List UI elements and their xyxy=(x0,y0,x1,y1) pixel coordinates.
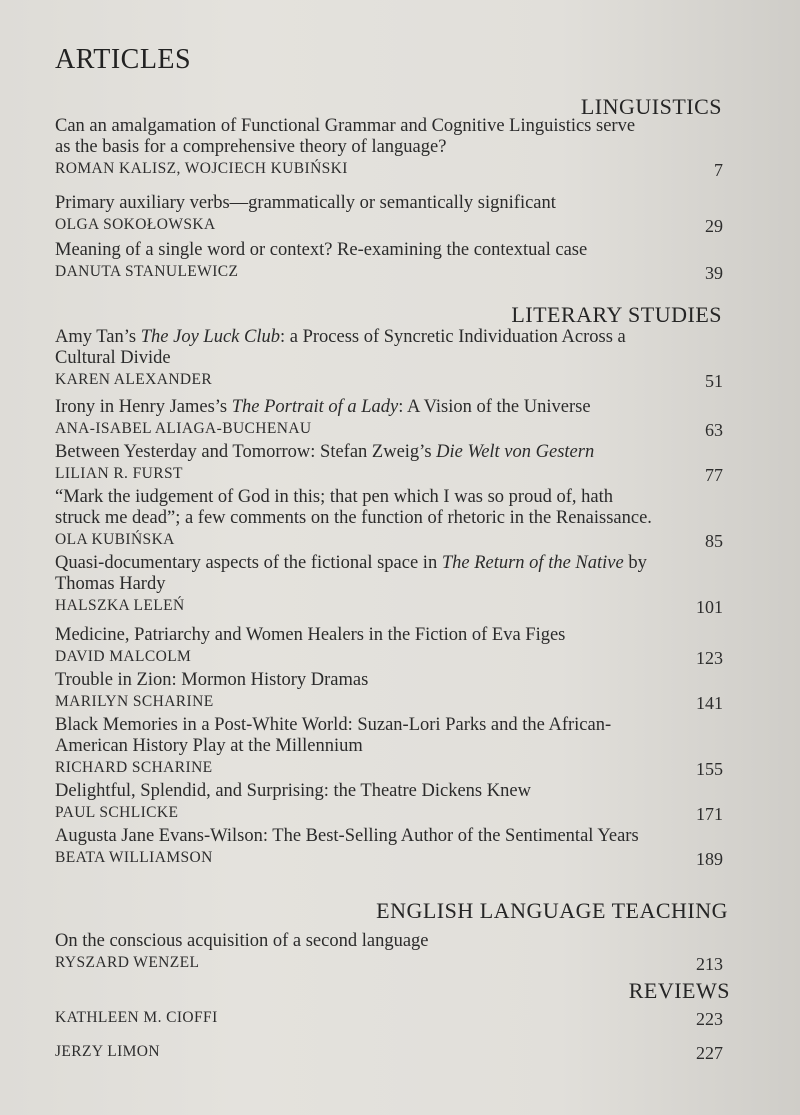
toc-entry xyxy=(55,553,723,618)
entry-page-number: 171 xyxy=(696,804,723,824)
review-entry xyxy=(55,1007,723,1030)
entry-title: Primary auxiliary verbs—grammatically or semantically significant xyxy=(55,193,556,213)
entry-title: Can an amalgamation of Functional Grammar and Cognitive Linguistics serve as the basis for a comprehensive theory of language? xyxy=(55,116,636,157)
section-english-language-teaching: ENGLISH LANGUAGE TEACHING xyxy=(376,898,728,923)
toc-entry xyxy=(55,826,723,870)
entry-page-number: 155 xyxy=(696,759,723,779)
entry-page-number: 141 xyxy=(696,693,723,713)
entry-page-number: 77 xyxy=(705,465,723,485)
page-heading: ARTICLES xyxy=(55,44,192,75)
entry-author: RYSZARD WENZEL xyxy=(55,954,200,971)
entry-title: Meaning of a single word or context? Re-examining the contextual case xyxy=(55,240,588,260)
review-entry xyxy=(55,1041,723,1064)
toc-entry xyxy=(55,240,723,284)
toc-entry xyxy=(55,781,723,825)
entry-author: JERZY LIMON xyxy=(55,1043,160,1060)
toc-entry xyxy=(55,931,723,975)
toc-entry xyxy=(55,397,723,441)
section-literary-studies: LITERARY STUDIES xyxy=(511,302,722,327)
entry-page-number: 223 xyxy=(696,1009,723,1029)
entry-title: Trouble in Zion: Mormon History Dramas xyxy=(55,670,369,690)
entry-page-number: 227 xyxy=(696,1043,723,1063)
entry-title: Between Yesterday and Tomorrow: Stefan Zweig’s Die Welt von Gestern xyxy=(55,442,595,462)
toc-entry xyxy=(55,116,723,181)
entry-author: LILIAN R. FURST xyxy=(55,465,183,482)
entry-title: Delightful, Splendid, and Surprising: the Theatre Dickens Knew xyxy=(55,781,531,801)
entry-title: Quasi-documentary aspects of the fictional space in The Return of the Native by Thomas Hardy xyxy=(55,553,647,594)
entry-author: KAREN ALEXANDER xyxy=(55,371,213,388)
entry-title: On the conscious acquisition of a second language xyxy=(55,931,429,951)
entry-author: ANA-ISABEL ALIAGA-BUCHENAU xyxy=(55,420,312,437)
entry-author: BEATA WILLIAMSON xyxy=(55,849,213,866)
entry-author: MARILYN SCHARINE xyxy=(55,693,214,710)
entry-title: Augusta Jane Evans-Wilson: The Best-Selling Author of the Sentimental Years xyxy=(55,826,639,846)
toc-entry xyxy=(55,715,723,780)
entry-page-number: 213 xyxy=(696,954,723,974)
entry-author: OLGA SOKOŁOWSKA xyxy=(55,216,216,233)
entry-author: HALSZKA LELEŃ xyxy=(55,597,185,614)
entry-title: Irony in Henry James’s The Portrait of a Lady: A Vision of the Universe xyxy=(55,397,591,417)
entry-author: ROMAN KALISZ, WOJCIECH KUBIŃSKI xyxy=(55,160,348,177)
entry-title: Amy Tan’s The Joy Luck Club: a Process of Syncretic Individuation Across a Cultural Divide xyxy=(55,327,626,368)
entry-page-number: 51 xyxy=(705,371,723,391)
entry-author: OLA KUBIŃSKA xyxy=(55,531,175,548)
toc-entry xyxy=(55,193,723,237)
entry-page-number: 123 xyxy=(696,648,723,668)
entry-page-number: 39 xyxy=(705,263,723,283)
entry-author: KATHLEEN M. CIOFFI xyxy=(55,1009,218,1026)
section-linguistics: LINGUISTICS xyxy=(580,94,722,119)
entry-page-number: 85 xyxy=(705,531,723,551)
entry-title: Medicine, Patriarchy and Women Healers in the Fiction of Eva Figes xyxy=(55,625,566,645)
entry-page-number: 7 xyxy=(714,160,723,180)
toc-entry xyxy=(55,487,723,552)
entry-title: “Mark the iudgement of God in this; that pen which I was so proud of, hath struck me dead”; a few comments on the function of rhetoric in the Renaissance. xyxy=(55,487,652,528)
entry-author: RICHARD SCHARINE xyxy=(55,759,213,776)
entry-page-number: 29 xyxy=(705,216,723,236)
toc-entry xyxy=(55,670,723,714)
entry-page-number: 189 xyxy=(696,849,723,869)
section-reviews: REVIEWS xyxy=(628,978,730,1003)
entry-page-number: 101 xyxy=(696,597,723,617)
entry-title: Black Memories in a Post-White World: Suzan-Lori Parks and the African- American History Play at the Millennium xyxy=(55,715,612,756)
entry-page-number: 63 xyxy=(705,420,723,440)
toc-entry xyxy=(55,442,723,486)
toc-entry xyxy=(55,625,723,669)
entry-author: DAVID MALCOLM xyxy=(55,648,192,665)
toc-entry xyxy=(55,327,723,392)
entry-author: DANUTA STANULEWICZ xyxy=(55,263,239,280)
entry-author: PAUL SCHLICKE xyxy=(55,804,179,821)
